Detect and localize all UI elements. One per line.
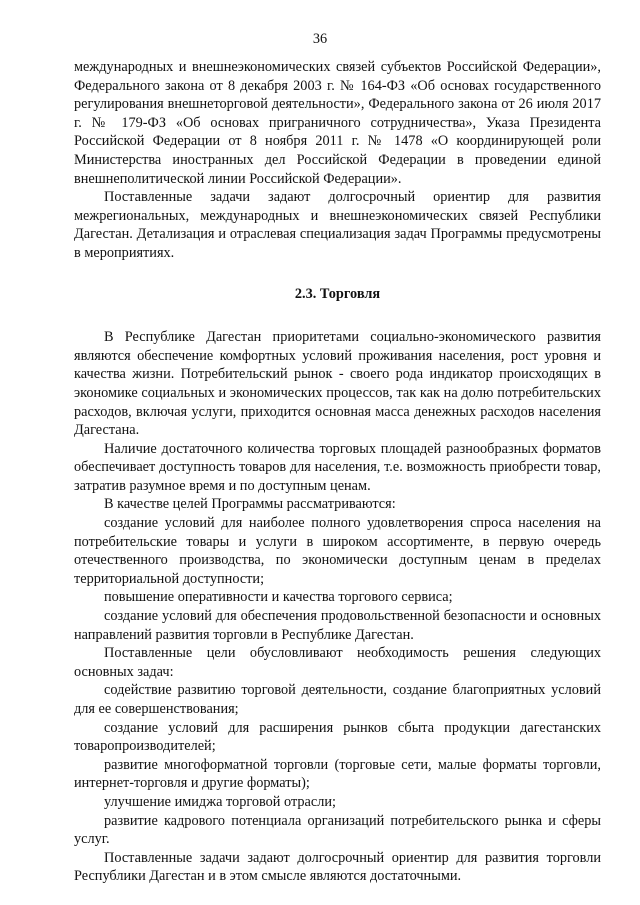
section-paragraph: Наличие достаточного количества торговых площадей разнообразных форматов обеспечивает доступность товаров для населения, т.е. возможность приобрести товар, затратив разумное время и по доступным ценам. <box>74 440 601 494</box>
section-paragraph: В Республике Дагестан приоритетами социально-экономического развития являются обеспечение комфортных условий проживания населения, рост уровня и качества жизни. Потребительский рынок - своего рода индикатор происходящих в экономике социальных и экономических процессов, так как на долю потребительских расходов, включая услуги, приходится основная масса денежных расходов населения Дагестана. <box>74 329 601 439</box>
intro-paragraph-1: международных и внешнеэкономических связей субъектов Российской Федерации», Федерального закона от 8 декабря 2003 г. № 164-ФЗ «Об основах государственного регулирования внешнеторговой деятельности», Федерального закона от 26 июля 2017 г. № 179-ФЗ «Об основах приграничного сотрудничества», Указа Президента Российской Федерации от 8 ноября 2011 г. № 1478 «О координирующей роли Министерства иностранных дел Российской Федерации в проведении единой внешнеполитической линии Российской Федерации». <box>74 59 601 187</box>
intro-paragraph-2: Поставленные задачи задают долгосрочный ориентир для развития межрегиональных, международных и внешнеэкономических связей Республики Дагестан. Детализация и отраслевая специализация задач Программы предусмотрены в мероприятиях. <box>74 189 601 261</box>
section-paragraph: Поставленные задачи задают долгосрочный ориентир для развития торговли Республики Дагестан и в этом смысле являются достаточными. <box>74 849 601 885</box>
list-item: развитие кадрового потенциала организаций потребительского рынка и сферы услуг. <box>74 812 601 848</box>
list-item: развитие многоформатной торговли (торговые сети, малые форматы торговли, интернет-торговля и другие форматы); <box>74 756 601 792</box>
list-item: содействие развитию торговой деятельности, создание благоприятных условий для ее совершенствования; <box>74 682 601 717</box>
section-paragraph: Поставленные цели обусловливают необходимость решения следующих основных задач: <box>74 645 601 680</box>
page-number: 36 <box>312 31 328 47</box>
section-title: 2.3. Торговля <box>294 285 381 302</box>
document-body <box>74 58 601 886</box>
section-paragraph: В качестве целей Программы рассматриваются: <box>104 496 396 513</box>
list-item: создание условий для обеспечения продовольственной безопасности и основных направлений развития торговли в Республике Дагестан. <box>74 608 601 643</box>
list-item: повышение оперативности и качества торгового сервиса; <box>104 589 453 606</box>
list-item: улучшение имиджа торговой отрасли; <box>104 793 337 810</box>
list-item: создание условий для расширения рынков сбыта продукции дагестанских товаропроизводителей; <box>74 719 601 755</box>
list-item: создание условий для наиболее полного удовлетворения спроса населения на потребительские товары и услуги в широком ассортименте, в первую очередь отечественного производства, по экономически доступным ценам в пределах территориальной доступности; <box>74 515 601 587</box>
